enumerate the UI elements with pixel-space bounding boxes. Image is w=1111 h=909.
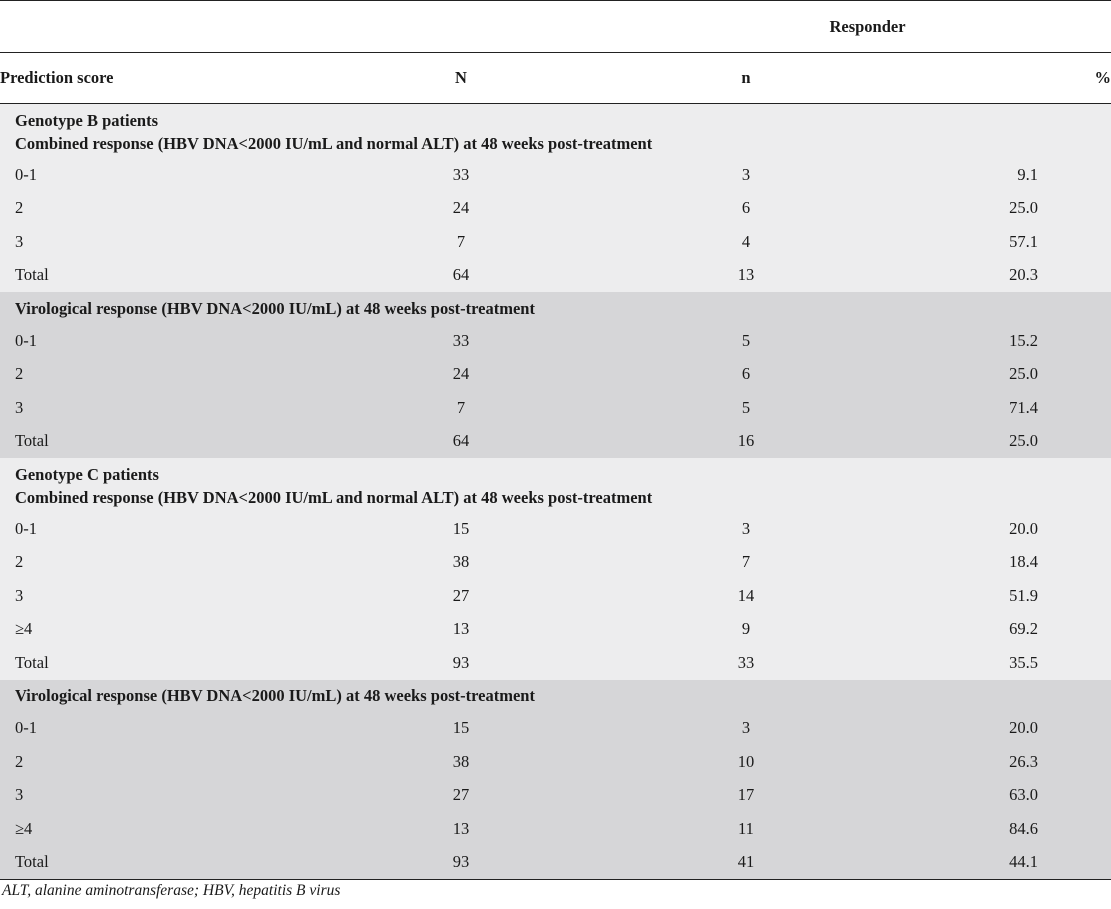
cell-N: 24: [298, 192, 624, 226]
cell-N: 93: [298, 646, 624, 680]
table-row: [0, 192, 1111, 226]
header-empty-cell: [298, 1, 624, 53]
cell-score: Total: [0, 259, 298, 293]
section-title-row: [0, 458, 1111, 512]
col-header-N: N: [298, 53, 624, 104]
cell-N: 7: [298, 391, 624, 425]
section-title-row: [0, 292, 1111, 324]
cell-N: 7: [298, 225, 624, 259]
cell-pct: 84.6: [868, 812, 1111, 846]
cell-score: ≥4: [0, 812, 298, 846]
section-title: [0, 680, 1111, 712]
section-title-line: Virological response (HBV DNA<2000 IU/mL) at 48 weeks post-treatment: [15, 686, 535, 705]
table-row: [0, 358, 1111, 392]
cell-n: 5: [624, 391, 868, 425]
cell-pct: 25.0: [868, 358, 1111, 392]
cell-n: 4: [624, 225, 868, 259]
cell-pct: 57.1: [868, 225, 1111, 259]
cell-n: 9: [624, 613, 868, 647]
cell-score: 2: [0, 358, 298, 392]
section-title: [0, 458, 1111, 512]
cell-score: 0-1: [0, 324, 298, 358]
cell-N: 15: [298, 712, 624, 746]
cell-score: Total: [0, 846, 298, 880]
cell-n: 17: [624, 779, 868, 813]
table-row: [0, 391, 1111, 425]
col-header-n: n: [624, 53, 868, 104]
cell-pct: 20.0: [868, 712, 1111, 746]
table-row: [0, 779, 1111, 813]
section-title-line: Combined response (HBV DNA<2000 IU/mL and normal ALT) at 48 weeks post-treatment: [15, 134, 653, 153]
header-empty-cell: [0, 1, 298, 53]
cell-n: 7: [624, 546, 868, 580]
col-header-score: Prediction score: [0, 53, 298, 104]
table-row: [0, 158, 1111, 192]
cell-score: 2: [0, 546, 298, 580]
section-title: [0, 292, 1111, 324]
cell-N: 24: [298, 358, 624, 392]
cell-N: 38: [298, 546, 624, 580]
cell-score: Total: [0, 425, 298, 459]
cell-pct: 71.4: [868, 391, 1111, 425]
cell-n: 3: [624, 712, 868, 746]
table-row: [0, 425, 1111, 459]
section-title-row: [0, 680, 1111, 712]
section-title-line: Virological response (HBV DNA<2000 IU/mL) at 48 weeks post-treatment: [15, 298, 535, 318]
responder-header: Responder: [624, 1, 1111, 53]
cell-n: 3: [624, 158, 868, 192]
table-row: [0, 225, 1111, 259]
cell-pct: 9.1: [868, 158, 1111, 192]
table-row: [0, 846, 1111, 880]
table-row: [0, 646, 1111, 680]
cell-pct: 15.2: [868, 324, 1111, 358]
cell-n: 3: [624, 512, 868, 546]
cell-score: 2: [0, 192, 298, 226]
cell-n: 10: [624, 745, 868, 779]
col-header-pct: %: [868, 53, 1111, 104]
table-row: [0, 613, 1111, 647]
cell-n: 11: [624, 812, 868, 846]
cell-score: Total: [0, 646, 298, 680]
cell-score: 0-1: [0, 158, 298, 192]
cell-N: 64: [298, 425, 624, 459]
cell-pct: 25.0: [868, 192, 1111, 226]
cell-n: 33: [624, 646, 868, 680]
cell-N: 27: [298, 779, 624, 813]
section-title-row: [0, 104, 1111, 159]
table-row: [0, 712, 1111, 746]
cell-N: 64: [298, 259, 624, 293]
cell-n: 41: [624, 846, 868, 880]
section-title-line: Combined response (HBV DNA<2000 IU/mL and normal ALT) at 48 weeks post-treatment: [15, 488, 653, 507]
cell-pct: 20.0: [868, 512, 1111, 546]
table-row: [0, 745, 1111, 779]
header-group-row: [0, 1, 1111, 53]
table-row: [0, 579, 1111, 613]
cell-pct: 35.5: [868, 646, 1111, 680]
cell-n: 5: [624, 324, 868, 358]
cell-n: 13: [624, 259, 868, 293]
cell-N: 33: [298, 158, 624, 192]
table-row: [0, 512, 1111, 546]
cell-score: 0-1: [0, 512, 298, 546]
cell-score: 3: [0, 225, 298, 259]
cell-N: 38: [298, 745, 624, 779]
column-header-row: [0, 53, 1111, 104]
cell-pct: 69.2: [868, 613, 1111, 647]
table-row: [0, 812, 1111, 846]
cell-N: 33: [298, 324, 624, 358]
table-body: [0, 104, 1111, 880]
cell-pct: 25.0: [868, 425, 1111, 459]
table-row: [0, 546, 1111, 580]
cell-score: 3: [0, 779, 298, 813]
cell-n: 14: [624, 579, 868, 613]
cell-pct: 20.3: [868, 259, 1111, 293]
table-row: [0, 259, 1111, 293]
cell-score: 3: [0, 391, 298, 425]
table-row: [0, 324, 1111, 358]
cell-score: 3: [0, 579, 298, 613]
section-title-line: Genotype C patients: [15, 465, 159, 484]
cell-pct: 44.1: [868, 846, 1111, 880]
cell-pct: 51.9: [868, 579, 1111, 613]
section-title: [0, 104, 1111, 159]
cell-N: 27: [298, 579, 624, 613]
cell-N: 93: [298, 846, 624, 880]
table-footnote: ALT, alanine aminotransferase; HBV, hepatitis B virus: [2, 882, 341, 899]
cell-score: ≥4: [0, 613, 298, 647]
cell-N: 15: [298, 512, 624, 546]
cell-n: 16: [624, 425, 868, 459]
section-title-line: Genotype B patients: [15, 111, 159, 130]
cell-N: 13: [298, 613, 624, 647]
cell-score: 0-1: [0, 712, 298, 746]
cell-pct: 26.3: [868, 745, 1111, 779]
cell-pct: 18.4: [868, 546, 1111, 580]
cell-pct: 63.0: [868, 779, 1111, 813]
cell-n: 6: [624, 192, 868, 226]
cell-N: 13: [298, 812, 624, 846]
cell-n: 6: [624, 358, 868, 392]
cell-score: 2: [0, 745, 298, 779]
